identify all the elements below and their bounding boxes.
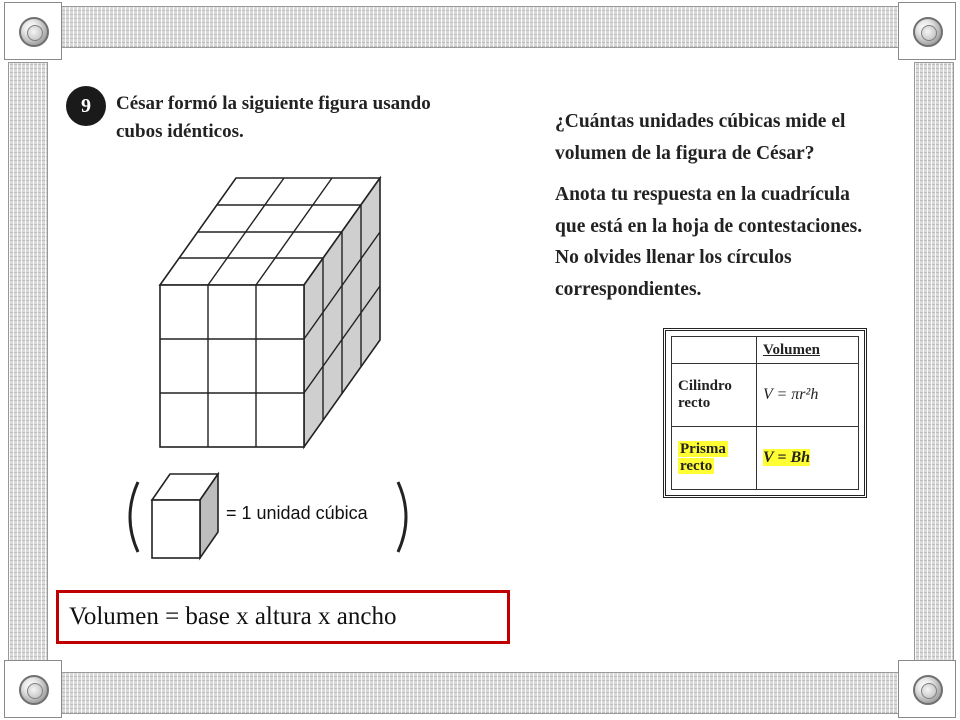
rivet-icon [913, 675, 943, 705]
unit-cube-front [152, 500, 200, 558]
table-row [672, 427, 859, 490]
table-cell-shape [672, 364, 757, 427]
table-header-volumen [757, 337, 859, 364]
unit-legend-label: = 1 unidad cúbica [226, 503, 368, 523]
rivet-icon [19, 675, 49, 705]
table-cell-formula [757, 427, 859, 490]
frame-corner-bottom-left [4, 660, 62, 718]
frame-bottom-bar [60, 672, 900, 714]
frame-top-bar [60, 6, 900, 48]
volumen-header-label: Volumen [763, 341, 820, 358]
instructions-paragraph [555, 179, 905, 305]
question-number-badge: 9 [66, 86, 106, 126]
instructions-line: correspondientes. [555, 278, 702, 300]
cube-prism-figure [145, 170, 395, 455]
question-paragraph [555, 106, 905, 169]
left-parenthesis-icon [130, 482, 138, 552]
shape-name-line: Cilindro [678, 378, 732, 394]
frame-corner-bottom-right [898, 660, 956, 718]
instructions-line: que está en la hoja de contestaciones. [555, 215, 863, 237]
question-line: volumen de la figura de César? [555, 142, 815, 164]
shape-name-line: recto [678, 395, 711, 411]
instructions-line: Anota tu respuesta en la cuadrícula [555, 184, 850, 205]
frame-corner-top-right [898, 2, 956, 60]
rivet-icon [19, 17, 49, 47]
shape-name-line: recto [680, 458, 713, 474]
prism-formula: V = Bh [763, 449, 811, 466]
question-line: ¿Cuántas unidades cúbicas mide el [555, 111, 846, 132]
question-prompt-line: César formó la siguiente figura usando [116, 93, 431, 114]
question-prompt-line: cubos idénticos. [116, 121, 244, 142]
question-prompt [116, 90, 516, 146]
volume-table [671, 336, 859, 490]
shape-name-line: Prisma [680, 441, 726, 457]
volume-formula-table [663, 328, 867, 498]
table-cell-formula [757, 364, 859, 427]
cylinder-formula: V = πr²h [763, 386, 819, 403]
table-row [672, 364, 859, 427]
rivet-icon [913, 17, 943, 47]
frame-left-bar [8, 62, 48, 662]
volume-formula-answer-box: Volumen = base x altura x ancho [56, 590, 510, 644]
frame-right-bar [914, 62, 954, 662]
table-empty-header [672, 337, 757, 364]
right-parenthesis-icon [398, 482, 406, 552]
instructions-line: No olvides llenar los círculos [555, 247, 792, 268]
table-cell-shape [672, 427, 757, 490]
frame-corner-top-left [4, 2, 62, 60]
question-text [555, 106, 905, 315]
prism-front-face [160, 285, 304, 447]
table-header-row [672, 337, 859, 364]
